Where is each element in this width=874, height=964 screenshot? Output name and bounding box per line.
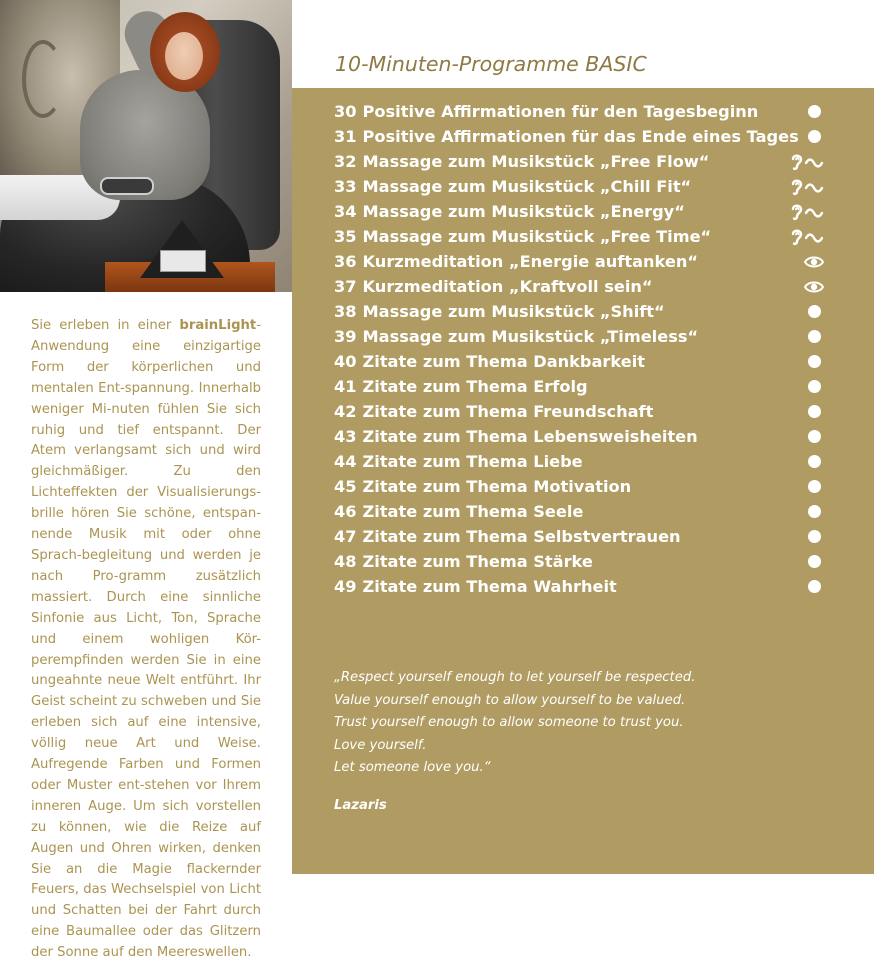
photo-device-panel <box>160 250 206 272</box>
dot-icon <box>788 102 824 122</box>
program-title-text: Massage zum Musikstück „Free Time“ <box>362 227 712 246</box>
dot-icon <box>788 502 824 522</box>
program-title-text: Massage zum Musikstück „Energy“ <box>362 202 685 221</box>
program-label <box>334 177 691 196</box>
eye-icon <box>788 277 824 297</box>
ear-wave-icon <box>788 177 824 197</box>
program-item-45 <box>334 474 824 499</box>
quote <box>334 667 814 780</box>
program-panel <box>292 88 874 874</box>
quote-line: Love yourself. <box>334 737 427 753</box>
quote-author: Lazaris <box>334 798 387 813</box>
program-label <box>334 302 665 321</box>
photo-face <box>165 32 203 80</box>
program-number: 30 <box>334 102 357 121</box>
dot-icon <box>788 477 824 497</box>
program-item-46 <box>334 499 824 524</box>
program-title-text: Zitate zum Thema Selbstvertrauen <box>362 527 681 546</box>
program-label <box>334 577 617 596</box>
dot-icon <box>788 352 824 372</box>
program-title-text: Massage zum Musikstück „Shift“ <box>362 302 665 321</box>
program-label <box>334 227 711 246</box>
program-title-text: Massage zum Musikstück „Timeless“ <box>362 327 699 346</box>
program-number: 48 <box>334 552 357 571</box>
program-title-text: Zitate zum Thema Wahrheit <box>362 577 617 596</box>
program-label <box>334 427 698 446</box>
dot-icon <box>788 452 824 472</box>
program-label <box>334 552 593 571</box>
intro-lead: Sie erleben in einer <box>31 318 180 333</box>
program-number: 43 <box>334 427 357 446</box>
program-number: 32 <box>334 152 357 171</box>
program-title-text: Zitate zum Thema Seele <box>362 502 584 521</box>
hero-photo <box>0 0 292 292</box>
program-label <box>334 152 709 171</box>
photo-goggles <box>100 177 154 195</box>
program-item-32 <box>334 149 824 174</box>
program-number: 35 <box>334 227 357 246</box>
dot-icon <box>788 427 824 447</box>
program-item-35 <box>334 224 824 249</box>
program-number: 47 <box>334 527 357 546</box>
program-label <box>334 327 698 346</box>
program-item-36 <box>334 249 824 274</box>
program-list <box>334 99 824 599</box>
program-item-49 <box>334 574 824 599</box>
dot-icon <box>788 527 824 547</box>
program-number: 45 <box>334 477 357 496</box>
program-title-text: Positive Affirmationen für den Tagesbeginn <box>362 102 759 121</box>
program-number: 41 <box>334 377 357 396</box>
program-label <box>334 127 799 146</box>
program-title-text: Kurzmeditation „Energie auftanken“ <box>362 252 699 271</box>
program-item-34 <box>334 199 824 224</box>
dot-icon <box>788 402 824 422</box>
program-title-text: Zitate zum Thema Stärke <box>362 552 593 571</box>
program-label <box>334 527 681 546</box>
ear-wave-icon <box>788 202 824 222</box>
program-item-40 <box>334 349 824 374</box>
eye-icon <box>788 252 824 272</box>
intro-text <box>31 316 261 964</box>
ear-wave-icon <box>788 152 824 172</box>
quote-line: Value yourself enough to allow yourself to be valued. <box>334 692 686 708</box>
program-title-text: Massage zum Musikstück „Free Flow“ <box>362 152 710 171</box>
intro-body: -Anwendung eine einzigartige Form der körperlichen und mentalen Ent-spannung. Innerhalb weniger Mi-nuten fühlen Sie sich ruhig und tief entspannt. Der Atem verlangsamt sich und wird gleichmäßiger. Zu den Lichteffekten der Visualisierungs-brille hören Sie schöne, entspan-nende Musik mit oder ohne Sprach-begleitung und werden je nach Pro-gramm zusätzlich massiert. Durch eine sinnliche Sinfonie aus Licht, Ton, Sprache und einem wohligen Kör-perempfinden werden Sie in eine ungeahnte neue Welt entführt. Ihr Geist scheint zu schweben und Sie erleben sich auf eine intensive, völlig neue Art und Weise. Aufregende Farben und Formen oder Muster ent-stehen vor Ihrem inneren Auge. Um sich vorstellen zu können, wie die Reize auf Augen und Ohren wirken, denken Sie an die Magie flackernder Feuers, das Wechselspiel von Licht und Schatten bei der Fahrt durch eine Baumallee oder das Glitzern der Sonne auf den Meereswellen. <box>31 318 261 961</box>
dot-icon <box>799 127 824 147</box>
program-number: 33 <box>334 177 357 196</box>
quote-line: „Respect yourself enough to let yourself be respected. <box>334 670 696 685</box>
program-number: 46 <box>334 502 357 521</box>
program-label <box>334 502 583 521</box>
program-item-48 <box>334 549 824 574</box>
program-label <box>334 477 631 496</box>
program-item-31 <box>334 124 824 149</box>
dot-icon <box>788 552 824 572</box>
dot-icon <box>788 377 824 397</box>
program-item-33 <box>334 174 824 199</box>
program-title-text: Zitate zum Thema Erfolg <box>362 377 588 396</box>
program-number: 36 <box>334 252 357 271</box>
dot-icon <box>788 302 824 322</box>
program-item-47 <box>334 524 824 549</box>
program-label <box>334 277 653 296</box>
program-number: 31 <box>334 127 357 146</box>
program-number: 39 <box>334 327 357 346</box>
program-item-30 <box>334 99 824 124</box>
quote-line: Let someone love you.“ <box>334 760 491 775</box>
program-label <box>334 402 653 421</box>
program-label <box>334 252 698 271</box>
program-label <box>334 352 645 371</box>
brand-name: brainLight <box>179 318 257 333</box>
program-title-text: Zitate zum Thema Freundschaft <box>362 402 654 421</box>
quote-line: Trust yourself enough to allow someone to trust you. <box>334 715 684 730</box>
program-title-text: Zitate zum Thema Lebensweisheiten <box>362 427 698 446</box>
program-title-text: Zitate zum Thema Motivation <box>362 477 632 496</box>
program-item-37 <box>334 274 824 299</box>
program-item-38 <box>334 299 824 324</box>
program-title: 10-Minuten-Programme BASIC <box>335 52 647 76</box>
program-label <box>334 202 685 221</box>
program-number: 40 <box>334 352 357 371</box>
program-number: 44 <box>334 452 357 471</box>
program-item-42 <box>334 399 824 424</box>
program-title-text: Kurzmeditation „Kraftvoll sein“ <box>362 277 653 296</box>
program-number: 38 <box>334 302 357 321</box>
program-label <box>334 377 588 396</box>
program-label <box>334 452 583 471</box>
program-title-text: Massage zum Musikstück „Chill Fit“ <box>362 177 692 196</box>
program-item-41 <box>334 374 824 399</box>
program-title-text: Zitate zum Thema Dankbarkeit <box>362 352 645 371</box>
program-number: 49 <box>334 577 357 596</box>
program-title-text: Positive Affirmationen für das Ende eines Tages <box>362 127 799 146</box>
program-number: 37 <box>334 277 357 296</box>
program-title-text: Zitate zum Thema Liebe <box>362 452 583 471</box>
ear-wave-icon <box>788 227 824 247</box>
program-item-43 <box>334 424 824 449</box>
dot-icon <box>788 577 824 597</box>
program-number: 34 <box>334 202 357 221</box>
program-item-39 <box>334 324 824 349</box>
program-number: 42 <box>334 402 357 421</box>
dot-icon <box>788 327 824 347</box>
program-item-44 <box>334 449 824 474</box>
program-label <box>334 102 758 121</box>
